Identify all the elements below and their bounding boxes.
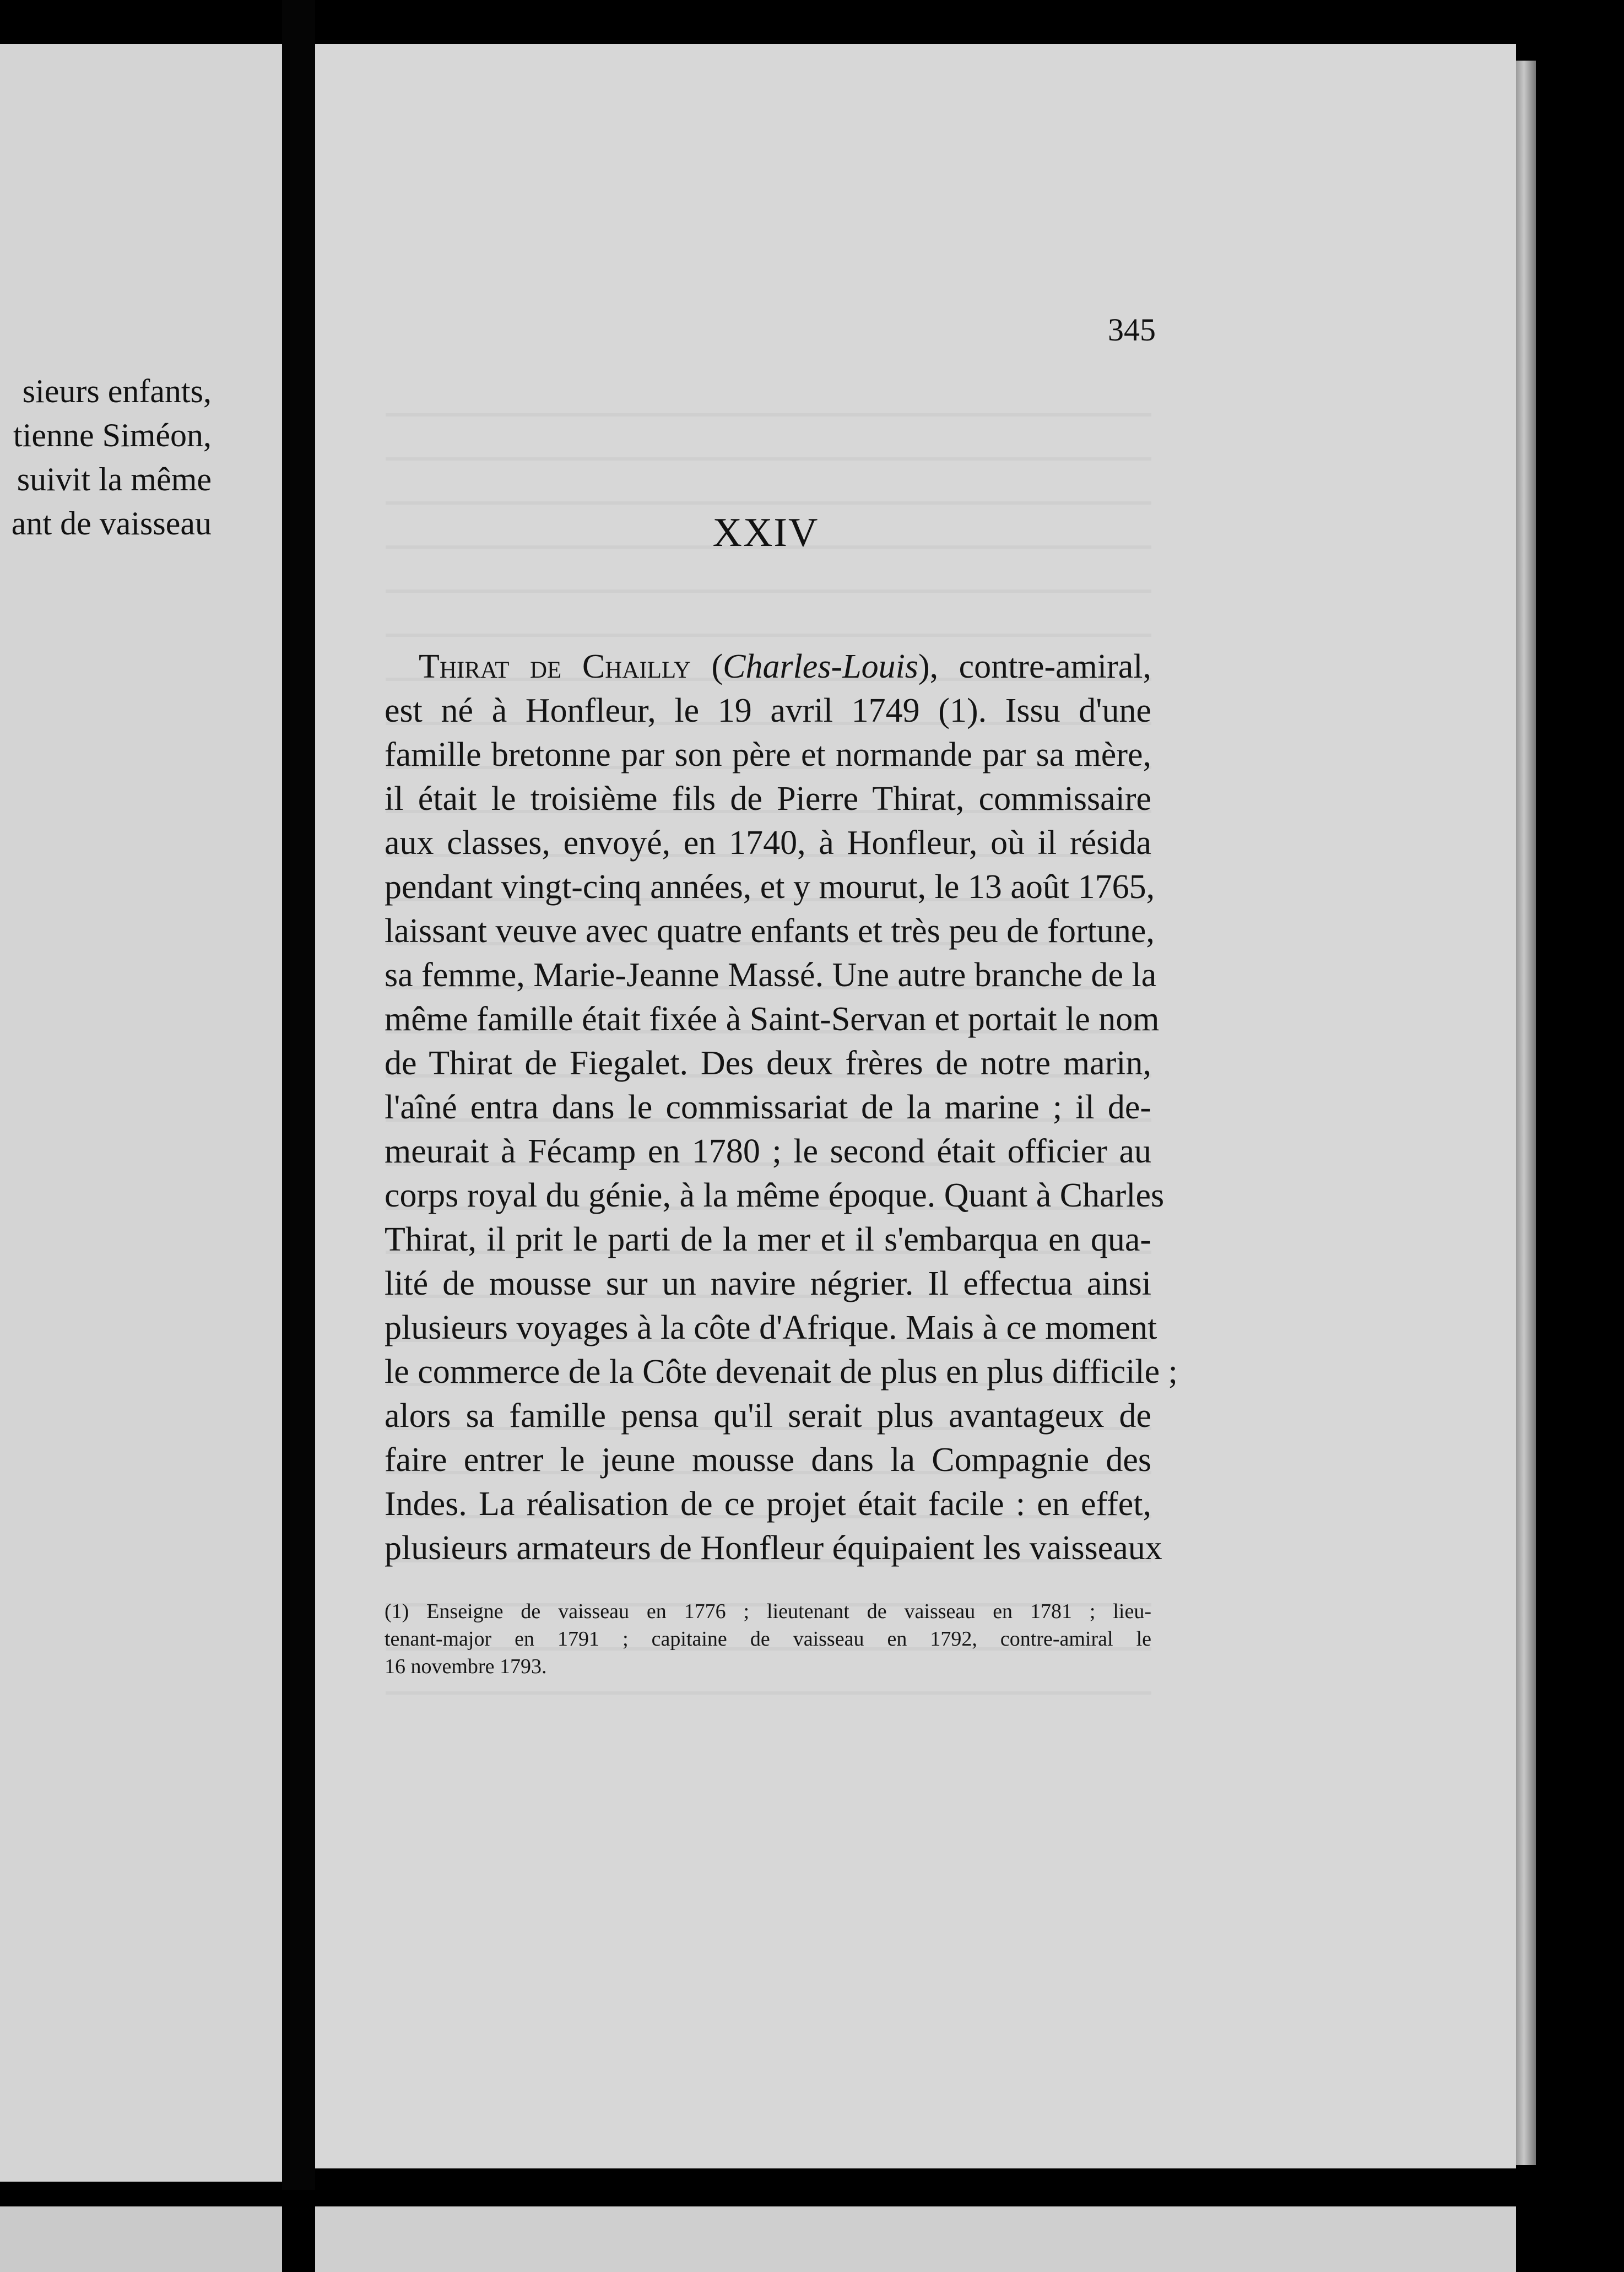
text-line: plusieurs voyages à la côte d'Afrique. Mais à ce moment xyxy=(385,1309,1157,1346)
text-line: faire entrer le jeune mousse dans la Compagnie des xyxy=(385,1441,1151,1479)
text-line: Thirat, il prit le parti de la mer et il s'embarqua en qua- xyxy=(385,1221,1151,1258)
text-line: plusieurs armateurs de Honfleur équipaient les vaisseaux xyxy=(385,1529,1162,1567)
text-line: alors sa famille pensa qu'il serait plus avantageux de xyxy=(385,1397,1151,1435)
footnote-line: tenant-major en 1791 ; capitaine de vaisseau en 1792, contre-amiral le xyxy=(385,1627,1151,1651)
paragraph-first-line: Thirat de Chailly (Charles-Louis), contre-amiral, xyxy=(419,648,1152,685)
text-line: sa femme, Marie-Jeanne Massé. Une autre branche de la xyxy=(385,956,1157,994)
text-line: famille bretonne par son père et normande par sa mère, xyxy=(385,736,1151,773)
previous-page-line: suivit la même xyxy=(17,461,212,497)
next-spread-left-page xyxy=(0,2206,282,2272)
text-line: le commerce de la Côte devenait de plus en plus difficile ; xyxy=(385,1353,1178,1391)
body-paragraph xyxy=(385,645,1178,1570)
page-number: 345 xyxy=(1108,312,1156,348)
footnote-line: (1) Enseigne de vaisseau en 1776 ; lieutenant de vaisseau en 1781 ; lieu- xyxy=(385,1600,1151,1623)
book-gutter xyxy=(282,0,315,2190)
previous-page-line: sieurs enfants, xyxy=(22,373,212,409)
previous-page-line: tienne Siméon, xyxy=(13,417,212,453)
subject-given-names: Charles-Louis xyxy=(723,648,918,685)
previous-page-line: ant de vaisseau xyxy=(11,505,212,542)
text-line: de Thirat de Fiegalet. Des deux frères de notre marin, xyxy=(385,1045,1151,1082)
next-spread-right-page xyxy=(315,2206,1516,2272)
subject-name: Thirat de Chailly xyxy=(419,648,691,685)
text-line: meurait à Fécamp en 1780 ; le second était officier au xyxy=(385,1133,1151,1170)
text-line: est né à Honfleur, le 19 avril 1749 (1). Issu d'une xyxy=(385,692,1151,729)
text-line: laissant veuve avec quatre enfants et très peu de fortune, xyxy=(385,912,1155,950)
text-line: Indes. La réalisation de ce projet était facile : en effet, xyxy=(385,1485,1151,1523)
page-edge xyxy=(1516,61,1536,2165)
text-line: même famille était fixée à Saint-Servan et portait le nom xyxy=(385,1000,1160,1038)
text-line: lité de mousse sur un navire négrier. Il effectua ainsi xyxy=(385,1265,1151,1302)
footnote-line: 16 novembre 1793. xyxy=(385,1655,547,1678)
text-line: pendant vingt-cinq années, et y mourut, le 13 août 1765, xyxy=(385,868,1155,906)
text-line: il était le troisième fils de Pierre Thirat, commissaire xyxy=(385,780,1151,818)
text-line: l'aîné entra dans le commissariat de la marine ; il de- xyxy=(385,1089,1151,1126)
text-line: corps royal du génie, à la même époque. Quant à Charles xyxy=(385,1177,1165,1214)
footnote xyxy=(385,1598,1151,1680)
text-line: aux classes, envoyé, en 1740, à Honfleur, où il résida xyxy=(385,824,1151,862)
previous-page xyxy=(0,44,282,2182)
chapter-heading: XXIV xyxy=(712,510,819,555)
